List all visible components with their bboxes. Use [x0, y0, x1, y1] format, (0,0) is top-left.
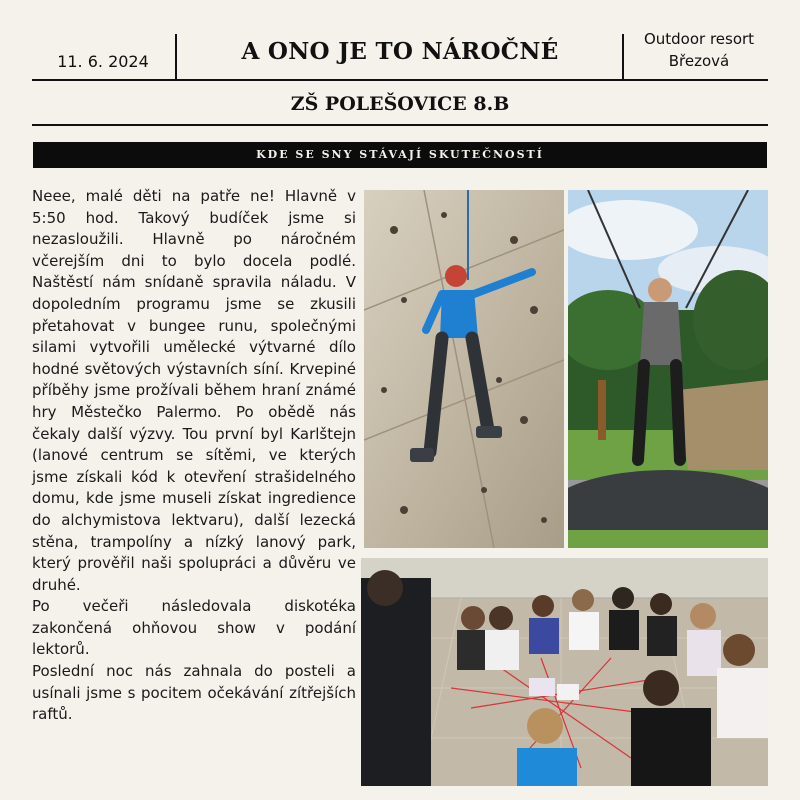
subtitle-bottom-rule [32, 124, 768, 126]
location-line-1: Outdoor resort [643, 30, 755, 48]
header-top-rule-left [32, 79, 768, 81]
photo-bungee-trampoline [568, 190, 768, 548]
location [626, 28, 772, 76]
header-divider-left [175, 34, 177, 80]
header-divider-right [622, 34, 624, 80]
article-body [32, 186, 356, 726]
article-paragraph-2: Po večeři následovala diskotéka zakončená ohňovou show v podání lektorů. [32, 597, 356, 659]
photo-climbing-wall [364, 190, 564, 548]
article-paragraph-3: Poslední noc nás zahnala do posteli a usínali jsme s pocitem očekávání zítřejších raftů. [32, 662, 356, 724]
class-subtitle: ZŠ POLEŠOVICE 8.B [290, 93, 510, 115]
photo-group-activity [361, 558, 768, 786]
issue-date: 11. 6. 2024 [57, 52, 149, 71]
tagline-banner: KDE SE SNY STÁVAJÍ SKUTEČNOSTÍ [33, 142, 767, 168]
article-paragraph-1: Neee, malé děti na patře ne! Hlavně v 5:50 hod. Takový budíček jsme si nezasloužili. Hlavně po náročném včerejším dni to bylo docela podlé. Naštěstí nám snídaně spravila náladu. V dopoledním programu jsme se zkusili přetahovat v bungee runu, společnými silami vytvořili umělecké výtvarné dílo hodné světových výstavních síní. Krvepiné příběhy jsme prožívali během hraní známé hry Městečko Palermo. Po obědě nás čekaly další výzvy. Tou první byl Karlštejn (lanové centrum se sítěmi, ve kterých jsme získali kód k otevření strašidelného domu, kde jsme museli získat ingredience do alchymistova lektvaru), další lezecká stěna, trampolíny a nízký lanový park, který prověřil naši spolupráci a důvěru ve druhé. [32, 187, 356, 594]
page-title: A ONO JE TO NÁROČNÉ [241, 38, 559, 65]
location-line-2: Březová [668, 52, 730, 70]
